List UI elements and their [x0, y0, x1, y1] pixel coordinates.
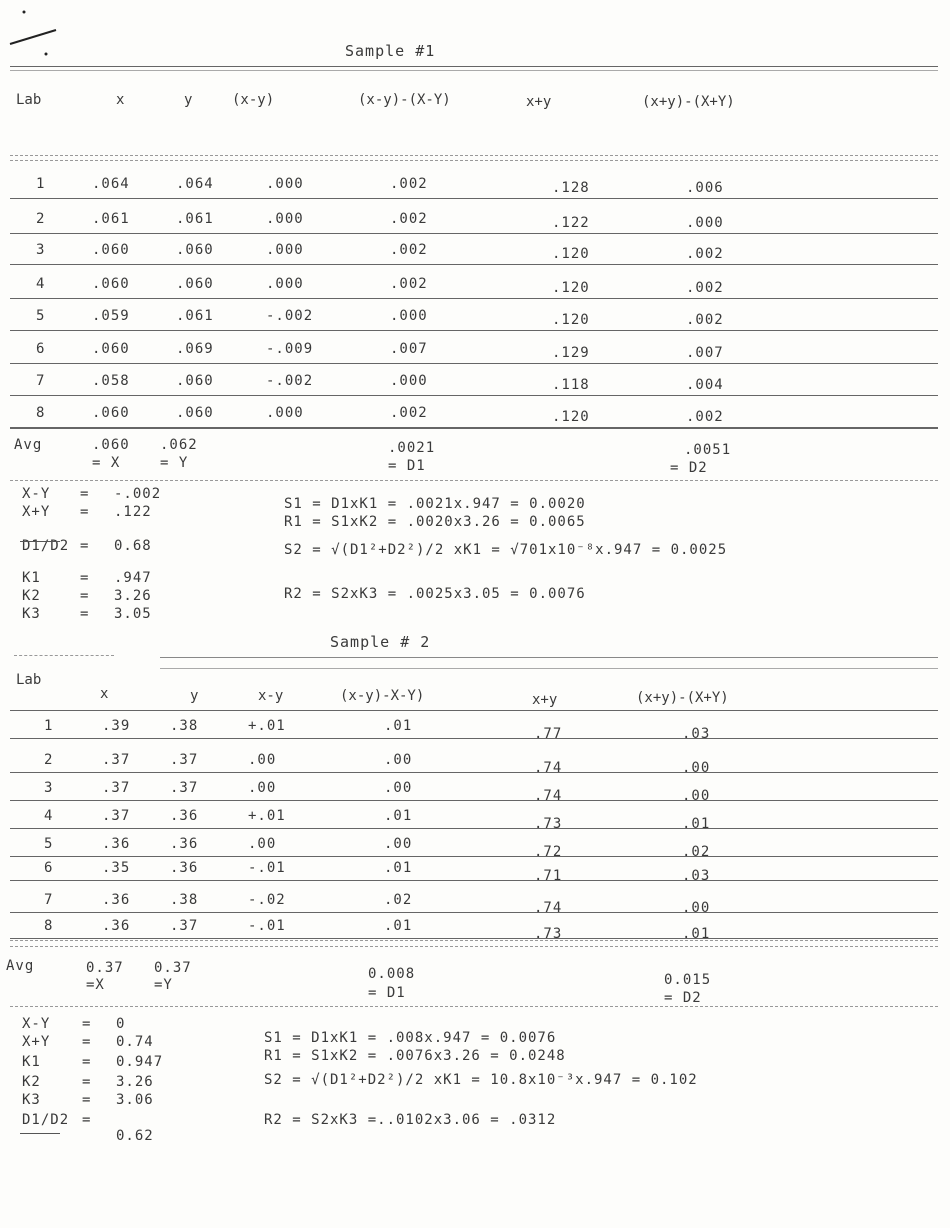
- cell-lab: 1: [44, 718, 54, 734]
- summary-label: X+Y: [22, 1034, 51, 1050]
- cell-x-minus-y: .00: [248, 780, 277, 796]
- col-header-x-plus-y: x+y: [532, 692, 558, 708]
- cell-lab: 7: [36, 373, 46, 389]
- cell-sum-deviation: .03: [682, 868, 711, 884]
- cell-x-plus-y: .120: [552, 280, 590, 296]
- cell-sum-deviation: .004: [686, 377, 724, 393]
- col-header-diff-deviation: (x-y)-X-Y): [340, 688, 425, 704]
- row-rule: [10, 233, 938, 234]
- summary-value: 3.05: [114, 606, 152, 622]
- cell-lab: 4: [36, 276, 46, 292]
- cell-x-minus-y: .000: [266, 276, 304, 292]
- cell-diff-deviation: .01: [384, 808, 413, 824]
- row-rule: [10, 880, 938, 881]
- cell-y: .36: [170, 808, 199, 824]
- formula-r1: R1 = S1xK2 = .0076x3.26 = 0.0248: [264, 1048, 566, 1064]
- summary-equals: =: [80, 538, 90, 554]
- row-rule: [10, 856, 938, 857]
- cell-sum-deviation: .002: [686, 409, 724, 425]
- col-header-sum-deviation: (x+y)-(X+Y): [642, 94, 735, 110]
- summary-label: D1/D2: [22, 1112, 70, 1128]
- avg-label: Avg: [6, 958, 35, 974]
- cell-sum-deviation: .00: [682, 788, 711, 804]
- summary-value: -.002: [114, 486, 162, 502]
- summary-label: K2: [22, 1074, 41, 1090]
- avg-d2: .0051: [684, 442, 732, 458]
- summary-equals: =: [82, 1016, 92, 1032]
- summary-label: K2: [22, 588, 41, 604]
- cell-x: .061: [92, 211, 130, 227]
- summary-label: X-Y: [22, 1016, 51, 1032]
- cell-x-minus-y: .000: [266, 242, 304, 258]
- row-rule: [10, 264, 938, 265]
- summary-equals: =: [80, 570, 90, 586]
- avg-x-symbol: = X: [92, 455, 121, 471]
- col-header-x: x: [100, 686, 109, 702]
- cell-x-plus-y: .73: [534, 926, 563, 942]
- cell-lab: 2: [36, 211, 46, 227]
- cell-x-minus-y: +.01: [248, 718, 286, 734]
- row-rule: [10, 912, 938, 913]
- cell-lab: 8: [44, 918, 54, 934]
- cell-sum-deviation: .00: [682, 900, 711, 916]
- cell-x-minus-y: .000: [266, 405, 304, 421]
- col-header-x-minus-y: x-y: [258, 688, 284, 704]
- cell-x: .058: [92, 373, 130, 389]
- cell-sum-deviation: .000: [686, 215, 724, 231]
- avg-y: .062: [160, 437, 198, 453]
- cell-x-minus-y: -.01: [248, 918, 286, 934]
- summary-equals: =: [82, 1054, 92, 1070]
- cell-x-plus-y: .73: [534, 816, 563, 832]
- summary-equals: =: [82, 1112, 92, 1128]
- cell-x-minus-y: .00: [248, 836, 277, 852]
- cell-x: .36: [102, 918, 131, 934]
- row-rule: [10, 298, 938, 299]
- cell-x: .36: [102, 892, 131, 908]
- formula-r1: R1 = S1xK2 = .0020x3.26 = 0.0065: [284, 514, 586, 530]
- cell-x-plus-y: .122: [552, 215, 590, 231]
- cell-x-minus-y: .000: [266, 176, 304, 192]
- summary-value: 3.06: [116, 1092, 154, 1108]
- cell-x-minus-y: -.002: [266, 373, 314, 389]
- col-header-lab: Lab: [16, 672, 42, 688]
- col-header-diff-deviation: (x-y)-(X-Y): [358, 92, 451, 108]
- cell-diff-deviation: .01: [384, 860, 413, 876]
- summary-value: 0.947: [116, 1054, 164, 1070]
- row-rule: [10, 363, 938, 364]
- summary-label: K1: [22, 570, 41, 586]
- cell-diff-deviation: .01: [384, 918, 413, 934]
- cell-x: .064: [92, 176, 130, 192]
- cell-x: .060: [92, 405, 130, 421]
- avg-x: 0.37: [86, 960, 124, 976]
- cell-diff-deviation: .000: [390, 308, 428, 324]
- summary-equals: =: [80, 588, 90, 604]
- col-header-y: y: [184, 92, 193, 108]
- cell-lab: 5: [36, 308, 46, 324]
- cell-x-minus-y: .000: [266, 211, 304, 227]
- cell-diff-deviation: .002: [390, 405, 428, 421]
- cell-x-minus-y: -.002: [266, 308, 314, 324]
- cell-lab: 1: [36, 176, 46, 192]
- cell-x-plus-y: .128: [552, 180, 590, 196]
- avg-d1-symbol: = D1: [368, 985, 406, 1001]
- summary-label: K3: [22, 606, 41, 622]
- cell-diff-deviation: .002: [390, 211, 428, 227]
- formula-r2: R2 = S2xK3 =..0102x3.06 = .0312: [264, 1112, 557, 1128]
- formula-s1: S1 = D1xK1 = .0021x.947 = 0.0020: [284, 496, 586, 512]
- row-rule: [10, 738, 938, 739]
- avg-d1: 0.008: [368, 966, 416, 982]
- cell-x-minus-y: -.02: [248, 892, 286, 908]
- cell-x-plus-y: .71: [534, 868, 563, 884]
- row-rule: [10, 772, 938, 773]
- cell-sum-deviation: .006: [686, 180, 724, 196]
- cell-y: .38: [170, 892, 199, 908]
- row-rule: [10, 800, 938, 801]
- cell-y: .064: [176, 176, 214, 192]
- cell-x-plus-y: .74: [534, 900, 563, 916]
- cell-lab: 6: [44, 860, 54, 876]
- cell-y: .060: [176, 405, 214, 421]
- summary-label: K3: [22, 1092, 41, 1108]
- summary-equals: =: [82, 1074, 92, 1090]
- summary-value: .122: [114, 504, 152, 520]
- cell-diff-deviation: .002: [390, 276, 428, 292]
- cell-x: .37: [102, 752, 131, 768]
- summary-label: X-Y: [22, 486, 51, 502]
- cell-diff-deviation: .02: [384, 892, 413, 908]
- sample-1-title: Sample #1: [345, 42, 436, 60]
- cell-lab: 4: [44, 808, 54, 824]
- cell-diff-deviation: .00: [384, 780, 413, 796]
- formula-s2: S2 = √(D1²+D2²)/2 xK1 = 10.8x10⁻³x.947 = 0.102: [264, 1072, 698, 1088]
- avg-d2-symbol: = D2: [664, 990, 702, 1006]
- cell-diff-deviation: .00: [384, 752, 413, 768]
- col-header-y: y: [190, 688, 199, 704]
- summary-equals: =: [82, 1092, 92, 1108]
- summary-value: 0.62: [116, 1128, 154, 1144]
- avg-x-symbol: =X: [86, 977, 105, 993]
- cell-y: .36: [170, 860, 199, 876]
- cell-sum-deviation: .00: [682, 760, 711, 776]
- summary-equals: =: [80, 504, 90, 520]
- cell-diff-deviation: .002: [390, 242, 428, 258]
- summary-value: 0.74: [116, 1034, 154, 1050]
- summary-equals: =: [80, 486, 90, 502]
- summary-value: 0: [116, 1016, 126, 1032]
- row-rule: [10, 828, 938, 829]
- summary-value: 3.26: [116, 1074, 154, 1090]
- cell-x: .060: [92, 242, 130, 258]
- cell-sum-deviation: .002: [686, 246, 724, 262]
- cell-x-plus-y: .118: [552, 377, 590, 393]
- avg-y: 0.37: [154, 960, 192, 976]
- cell-x: .35: [102, 860, 131, 876]
- cell-x: .36: [102, 836, 131, 852]
- summary-label: X+Y: [22, 504, 51, 520]
- row-rule: [10, 198, 938, 199]
- col-header-x-minus-y: (x-y): [232, 92, 275, 108]
- col-header-lab: Lab: [16, 92, 42, 108]
- cell-y: .37: [170, 752, 199, 768]
- col-header-x-plus-y: x+y: [526, 94, 552, 110]
- cell-sum-deviation: .02: [682, 844, 711, 860]
- cell-sum-deviation: .01: [682, 816, 711, 832]
- col-header-x: x: [116, 92, 125, 108]
- cell-sum-deviation: .002: [686, 312, 724, 328]
- cell-x: .060: [92, 341, 130, 357]
- formula-s2: S2 = √(D1²+D2²)/2 xK1 = √701x10⁻⁸x.947 = 0.0025: [284, 542, 728, 558]
- cell-x-plus-y: .120: [552, 312, 590, 328]
- row-rule: [10, 938, 938, 939]
- cell-y: .069: [176, 341, 214, 357]
- cell-diff-deviation: .002: [390, 176, 428, 192]
- cell-y: .37: [170, 918, 199, 934]
- avg-d1: .0021: [388, 440, 436, 456]
- cell-x: .37: [102, 808, 131, 824]
- cell-x: .059: [92, 308, 130, 324]
- cell-x-minus-y: +.01: [248, 808, 286, 824]
- cell-diff-deviation: .00: [384, 836, 413, 852]
- cell-y: .060: [176, 242, 214, 258]
- pen-mark-icon: [6, 8, 66, 58]
- cell-sum-deviation: .03: [682, 726, 711, 742]
- formula-s1: S1 = D1xK1 = .008x.947 = 0.0076: [264, 1030, 557, 1046]
- avg-d2: 0.015: [664, 972, 712, 988]
- cell-x-minus-y: .00: [248, 752, 277, 768]
- cell-x: .39: [102, 718, 131, 734]
- row-rule: [10, 330, 938, 331]
- cell-sum-deviation: .01: [682, 926, 711, 942]
- cell-lab: 7: [44, 892, 54, 908]
- col-header-sum-deviation: (x+y)-(X+Y): [636, 690, 729, 706]
- summary-equals: =: [80, 606, 90, 622]
- cell-x-plus-y: .72: [534, 844, 563, 860]
- cell-x-minus-y: -.01: [248, 860, 286, 876]
- summary-value: 3.26: [114, 588, 152, 604]
- cell-x-plus-y: .74: [534, 788, 563, 804]
- cell-y: .060: [176, 276, 214, 292]
- cell-y: .37: [170, 780, 199, 796]
- avg-y-symbol: =Y: [154, 977, 173, 993]
- cell-y: .060: [176, 373, 214, 389]
- cell-lab: 6: [36, 341, 46, 357]
- cell-y: .36: [170, 836, 199, 852]
- sample-2-title: Sample # 2: [330, 633, 431, 651]
- cell-lab: 2: [44, 752, 54, 768]
- cell-x-plus-y: .120: [552, 246, 590, 262]
- summary-value: .947: [114, 570, 152, 586]
- cell-x-plus-y: .74: [534, 760, 563, 776]
- row-rule: [10, 395, 938, 396]
- cell-diff-deviation: .01: [384, 718, 413, 734]
- summary-equals: =: [82, 1034, 92, 1050]
- avg-y-symbol: = Y: [160, 455, 189, 471]
- cell-x-plus-y: .129: [552, 345, 590, 361]
- cell-lab: 3: [44, 780, 54, 796]
- cell-x-minus-y: -.009: [266, 341, 314, 357]
- cell-lab: 8: [36, 405, 46, 421]
- summary-label: K1: [22, 1054, 41, 1070]
- cell-y: .061: [176, 211, 214, 227]
- cell-lab: 3: [36, 242, 46, 258]
- formula-r2: R2 = S2xK3 = .0025x3.05 = 0.0076: [284, 586, 586, 602]
- cell-x-plus-y: .120: [552, 409, 590, 425]
- cell-lab: 5: [44, 836, 54, 852]
- avg-d1-symbol: = D1: [388, 458, 426, 474]
- cell-sum-deviation: .002: [686, 280, 724, 296]
- cell-diff-deviation: .007: [390, 341, 428, 357]
- cell-x: .060: [92, 276, 130, 292]
- avg-x: .060: [92, 437, 130, 453]
- summary-label: D1/D2: [22, 538, 70, 554]
- avg-d2-symbol: = D2: [670, 460, 708, 476]
- cell-y: .38: [170, 718, 199, 734]
- summary-value: 0.68: [114, 538, 152, 554]
- avg-label: Avg: [14, 437, 43, 453]
- cell-diff-deviation: .000: [390, 373, 428, 389]
- cell-sum-deviation: .007: [686, 345, 724, 361]
- cell-x-plus-y: .77: [534, 726, 563, 742]
- cell-y: .061: [176, 308, 214, 324]
- cell-x: .37: [102, 780, 131, 796]
